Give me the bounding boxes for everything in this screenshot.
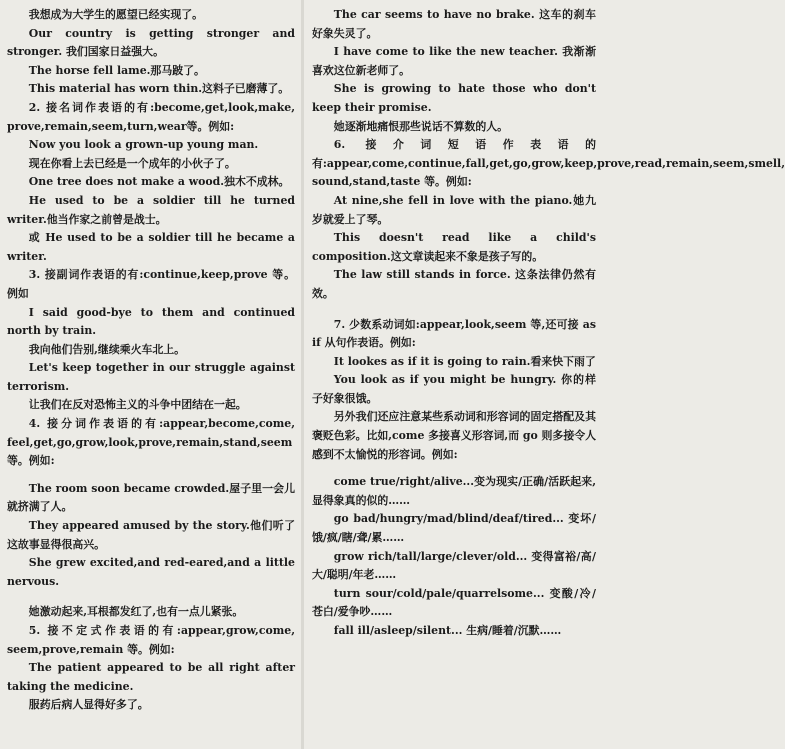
text-line: This material has worn thin.这料子已磨薄了。 [28,82,290,96]
collocation-line: turn sour/cold/pale/quarrelsome... 变酸/冷/苍白/爱争吵…… [312,586,596,619]
text-line: 现在你看上去已经是一个成年的小伙子了。 [28,156,236,170]
numbered-rule: 5. 接不定式作表语的有:appear,grow,come, seem,prove,remain 等。例如: [7,624,295,656]
left-column [0,0,301,749]
text-line: The patient appeared to be all right after taking the medicine. [7,661,295,693]
text-line: 她激动起来,耳根都发红了,也有一点儿紧张。 [28,605,244,619]
numbered-rule: 4. 接分词作表语的有:appear,become,come, feel,get,go,grow,look,prove,remain,stand,seem 等。例如: [7,417,295,468]
text-line: You look as if you might be hungry. 你的样子好象很饿。 [312,373,596,405]
text-line: This doesn't read like a child's composition.这文章读起来不象是孩子写的。 [312,231,596,263]
collocation-line: go bad/hungry/mad/blind/deaf/tired... 变坏/饿/疯/瞎/聋/累…… [312,512,596,545]
text-line: The car seems to have no brake. 这车的刹车好象失灵了。 [312,8,596,40]
text-line: 她逐渐地痛恨那些说话不算数的人。 [333,119,509,133]
text-line: The law still stands in force. 这条法律仍然有效。 [312,268,596,300]
text-line: The room soon became crowded.屋子里一会儿就挤满了人。 [7,481,295,514]
numbered-rule: 6. 接介词短语作表语的有:appear,come,continue,fall,get,go,grow,keep,prove,read,remain,seem,smell, sound,stand,taste 等。例如: [312,138,785,189]
text-line: It lookes as if it is going to rain.看来快下雨了 [333,354,596,368]
numbered-rule: 3. 接副词作表语的有:continue,keep,prove 等。例如 [7,268,295,300]
collocation-line: come true/right/alive...变为现实/正确/活跃起来,显得象真的似的…… [312,475,596,507]
text-line: The horse fell lame.那马跛了。 [28,63,205,77]
text-line: He used to be a soldier till he turned writer.他当作家之前曾是战士。 [7,193,295,226]
text-line: 服药后病人显得好多了。 [28,698,149,712]
text-line: 让我们在反对恐怖主义的斗争中团结在一起。 [28,398,247,412]
text-line: Our country is getting stronger and stronger. 我们国家日益强大。 [7,26,295,59]
right-column [304,0,785,749]
collocation-line: grow rich/tall/large/clever/old... 变得富裕/高/大/聪明/年老…… [312,549,596,582]
text-line: Let's keep together in our struggle against terrorism. [7,361,295,393]
text-line: One tree does not make a wood.独木不成林。 [28,175,290,189]
text-line: 或 He used to be a soldier till he became a writer. [7,231,295,263]
numbered-rule: 7. 少数系动词如:appear,look,seem 等,还可接 as if 从句作表语。例如: [312,317,596,350]
text-line: 我向他们告别,继续乘火车北上。 [28,342,186,356]
text-line: She is growing to hate those who don't keep their promise. [312,82,596,114]
text-line: I have come to like the new teacher. 我渐渐喜欢这位新老师了。 [312,45,596,77]
text-line: 另外我们还应注意某些系动词和形容词的固定搭配及其褒贬色彩。比如,come 多接喜义形容词,而 go 则多接令人感到不太愉悦的形容词。例如: [312,410,596,461]
text-line: She grew excited,and red-eared,and a little nervous. [7,556,295,588]
text-line: I said good-bye to them and continued north by train. [7,305,295,338]
numbered-rule: 2. 接名词作表语的有:become,get,look,make, prove,remain,seem,turn,wear等。例如: [7,100,295,133]
collocation-line: fall ill/asleep/silent... 生病/睡着/沉默…… [333,624,562,637]
text-line: Now you look a grown-up young man. [28,138,259,152]
text-line: They appeared amused by the story.他们听了这故事显得很高兴。 [7,519,295,551]
text-line: At nine,she fell in love with the piano.她九岁就爱上了琴。 [312,193,596,226]
text-line: 我想成为大学生的愿望已经实现了。 [28,8,204,21]
